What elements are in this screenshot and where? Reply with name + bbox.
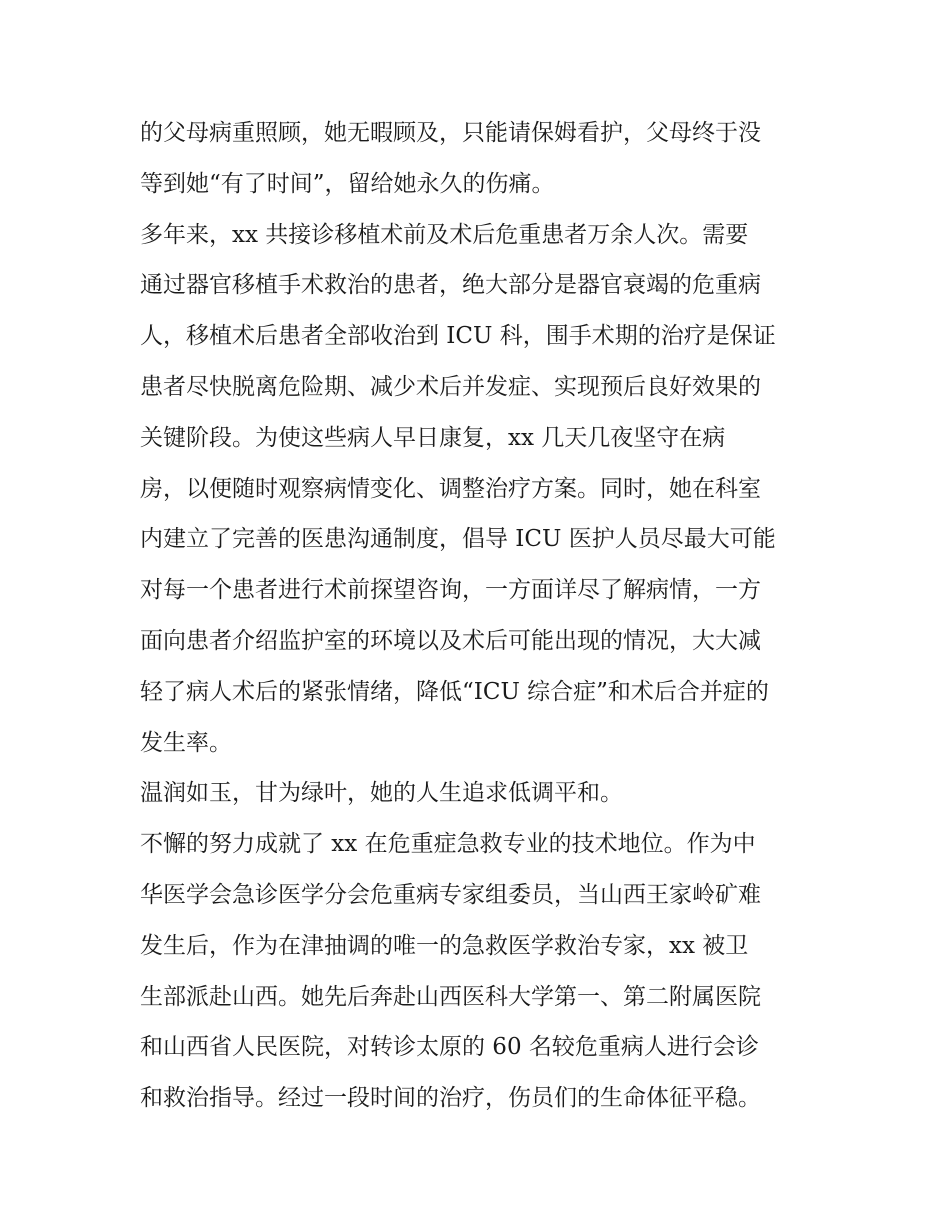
text-line: 房，以便随时观察病情变化、调整治疗方案。同时，她在科室 [140,475,761,502]
text-line: 和山西省人民医院，对转诊太原的 60 名较危重病人进行会诊 [140,1034,759,1061]
text-line: 等到她“有了时间”，留给她永久的伤痛。 [140,170,555,197]
text-line: 多年来，xx 共接诊移植术前及术后危重患者万余人次。需要 [140,221,749,248]
text-line: 发生后，作为在津抽调的唯一的急救医学救治专家，xx 被卫 [140,932,749,959]
text-line: 人，移植术后患者全部收治到 ICU 科，围手术期的治疗是保证 [140,323,776,350]
text-line: 不懈的努力成就了 xx 在危重症急救专业的技术地位。作为中 [140,831,756,858]
text-line: 对每一个患者进行术前探望咨询，一方面详尽了解病情，一方 [140,577,761,604]
text-line: 和救治指导。经过一段时间的治疗，伤员们的生命体征平稳。 [140,1085,761,1112]
text-line: 通过器官移植手术救治的患者，绝大部分是器官衰竭的危重病 [140,272,761,299]
text-line: 华医学会急诊医学分会危重病专家组委员，当山西王家岭矿难 [140,881,761,908]
body-text [140,108,816,1124]
text-line: 关键阶段。为使这些病人早日康复，xx 几天几夜坚守在病 [140,424,726,451]
text-line: 的父母病重照顾，她无暇顾及，只能请保姆看护，父母终于没 [140,120,761,146]
text-line: 生部派赴山西。她先后奔赴山西医科大学第一、第二附属医院 [140,983,761,1010]
text-line: 面向患者介绍监护室的环境以及术后可能出现的情况，大大减 [140,627,761,654]
text-line: 内建立了完善的医患沟通制度，倡导 ICU 医护人员尽最大可能 [140,526,776,553]
text-line: 发生率。 [140,729,232,756]
text-line: 轻了病人术后的紧张情绪，降低“ICU 综合症”和术后合并症的 [140,678,769,705]
text-line: 温润如玉，甘为绿叶，她的人生追求低调平和。 [140,780,623,807]
text-line: 患者尽快脱离危险期、减少术后并发症、实现预后良好效果的 [140,373,761,400]
